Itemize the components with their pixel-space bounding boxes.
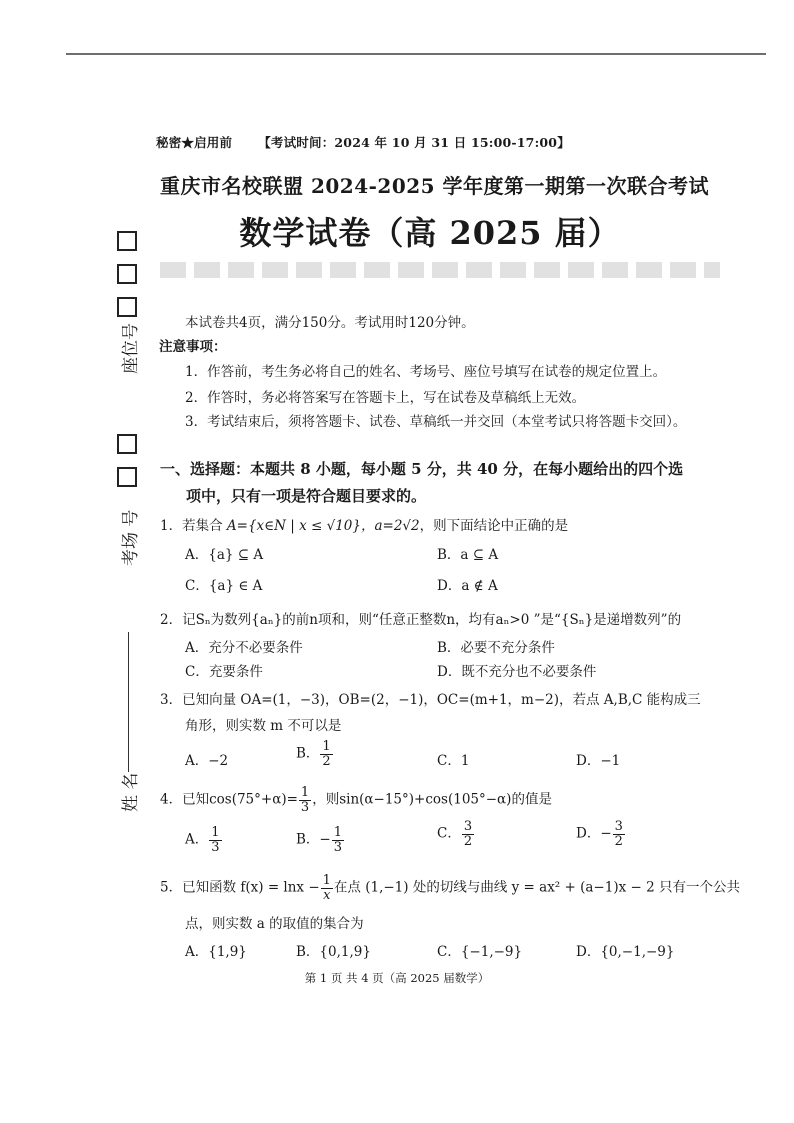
option-b[interactable]: B．a ⊆ A	[437, 547, 499, 563]
exam-room-label: 考场 号	[121, 509, 141, 566]
numerator: 1	[322, 873, 331, 888]
numerator: 3	[463, 819, 473, 834]
option-c[interactable]: C．{a} ∈ A	[185, 578, 263, 594]
fraction	[613, 820, 625, 848]
exam-title: 重庆市名校联盟 2024-2025 学年度第一期第一次联合考试	[160, 174, 710, 198]
name-label: 姓 名	[121, 772, 141, 812]
option-c[interactable]: C．{−1,−9}	[437, 944, 523, 960]
page-footer: 第 1 页 共 4 页（高 2025 届数学）	[304, 971, 490, 985]
seat-box-1[interactable]	[117, 231, 137, 251]
question-1-stem	[160, 514, 568, 534]
option-b[interactable]	[296, 740, 334, 768]
numerator: 1	[322, 739, 331, 754]
numerator: 1	[333, 825, 343, 840]
header-line	[156, 133, 596, 151]
notes-heading: 注意事项：	[159, 339, 227, 355]
question-3-stem-cont: 角形，则实数 m 不可以是	[185, 718, 342, 734]
denominator: 3	[211, 839, 220, 855]
seat-number-label: 座位号	[121, 323, 141, 374]
fraction	[299, 786, 311, 814]
option-d[interactable]	[576, 820, 626, 848]
q1-post: ，则下面结论中正确的是	[419, 518, 569, 534]
option-b[interactable]	[296, 826, 345, 854]
option-label: B．−	[296, 831, 331, 848]
option-c[interactable]: C．1	[437, 753, 470, 769]
numerator: 1	[211, 825, 220, 840]
option-d[interactable]: D．a ∉ A	[437, 578, 498, 594]
q1-set-expression: A={x∈N | x ≤ √10}，a=2√2	[226, 518, 420, 534]
q4-pre: 4．已知cos(75°+α)=	[160, 791, 298, 808]
fraction	[321, 874, 333, 902]
denominator: 2	[322, 753, 331, 769]
option-d[interactable]: D．既不充分也不必要条件	[437, 664, 597, 680]
question-3-stem: 3．已知向量 OA=(1，−3)，OB=(2，−1)，OC=(m+1，m−2)，若点 A,B,C 能构成三	[160, 692, 701, 708]
top-rule	[66, 53, 766, 55]
denominator: x	[323, 887, 331, 903]
section-heading-line1: 一、选择题：本题共 8 小题，每小题 5 分，共 40 分，在每小题给出的四个选	[160, 460, 684, 478]
question-2-stem: 2．记Sₙ为数列{aₙ}的前n项和，则“任意正整数n，均有aₙ>0 ”是“{Sₙ}是递增数列”的	[160, 612, 682, 628]
seat-box-3[interactable]	[117, 297, 137, 317]
denominator: 2	[463, 833, 473, 849]
option-a[interactable]: A．{a} ⊆ A	[185, 547, 264, 563]
option-b[interactable]: B．{0,1,9}	[296, 944, 371, 960]
option-label: D．−	[576, 825, 612, 842]
question-4-stem	[160, 786, 552, 814]
main-title: 数学试卷（高 2025 届）	[239, 214, 621, 252]
fraction	[320, 740, 332, 768]
option-label: A．	[185, 831, 209, 848]
option-label: B．	[296, 745, 320, 762]
q5-pre: 5．已知函数 f(x) = lnx −	[160, 879, 320, 896]
name-line[interactable]	[128, 632, 129, 772]
section-heading	[160, 456, 740, 510]
note-item: 3．考试结束后，须将答题卡、试卷、草稿纸一并交回（本堂考试只将答题卡交回）。	[185, 414, 687, 430]
option-a[interactable]: A．−2	[185, 753, 229, 769]
seat-box-2[interactable]	[117, 264, 137, 284]
option-c[interactable]	[437, 820, 475, 848]
question-5-stem	[160, 874, 740, 902]
q5-post: 在点 (1,−1) 处的切线与曲线 y = ax² + (a−1)x − 2 只有一个公共	[333, 879, 740, 896]
option-label: C．	[437, 825, 461, 842]
fraction	[462, 820, 474, 848]
q1-pre: 若集合	[182, 518, 223, 534]
exam-time: 【考试时间：2024 年 10 月 31 日 15:00-17:00】	[258, 135, 570, 150]
fraction	[332, 826, 344, 854]
question-5-stem-cont: 点，则实数 a 的取值的集合为	[185, 916, 364, 932]
confidential-label: 秘密★启用前	[156, 135, 233, 150]
note-item: 2．作答时，务必将答案写在答题卡上，写在试卷及草稿纸上无效。	[185, 390, 586, 406]
room-box-1[interactable]	[117, 434, 137, 454]
denominator: 3	[300, 799, 310, 815]
bleed-through-text	[160, 262, 720, 278]
exam-intro: 本试卷共4页，满分150分。考试用时120分钟。	[185, 315, 475, 331]
note-item: 1．作答前，考生务必将自己的姓名、考场号、座位号填写在试卷的规定位置上。	[185, 364, 667, 380]
option-a[interactable]	[185, 826, 223, 854]
question-number: 1．	[160, 518, 183, 534]
option-d[interactable]: D．{0,−1,−9}	[576, 944, 675, 960]
numerator: 3	[614, 819, 623, 834]
denominator: 2	[614, 833, 623, 849]
option-b[interactable]: B．必要不充分条件	[437, 640, 555, 656]
option-a[interactable]: A．充分不必要条件	[185, 640, 303, 656]
room-box-2[interactable]	[117, 467, 137, 487]
option-d[interactable]: D．−1	[576, 753, 621, 769]
option-a[interactable]: A．{1,9}	[185, 944, 247, 960]
denominator: 3	[333, 839, 343, 855]
q4-post: ，则sin(α−15°)+cos(105°−α)的值是	[312, 791, 552, 808]
option-c[interactable]: C．充要条件	[185, 664, 263, 680]
fraction	[209, 826, 221, 854]
section-heading-line2: 项中，只有一项是符合题目要求的。	[186, 487, 427, 505]
numerator: 1	[300, 785, 310, 800]
